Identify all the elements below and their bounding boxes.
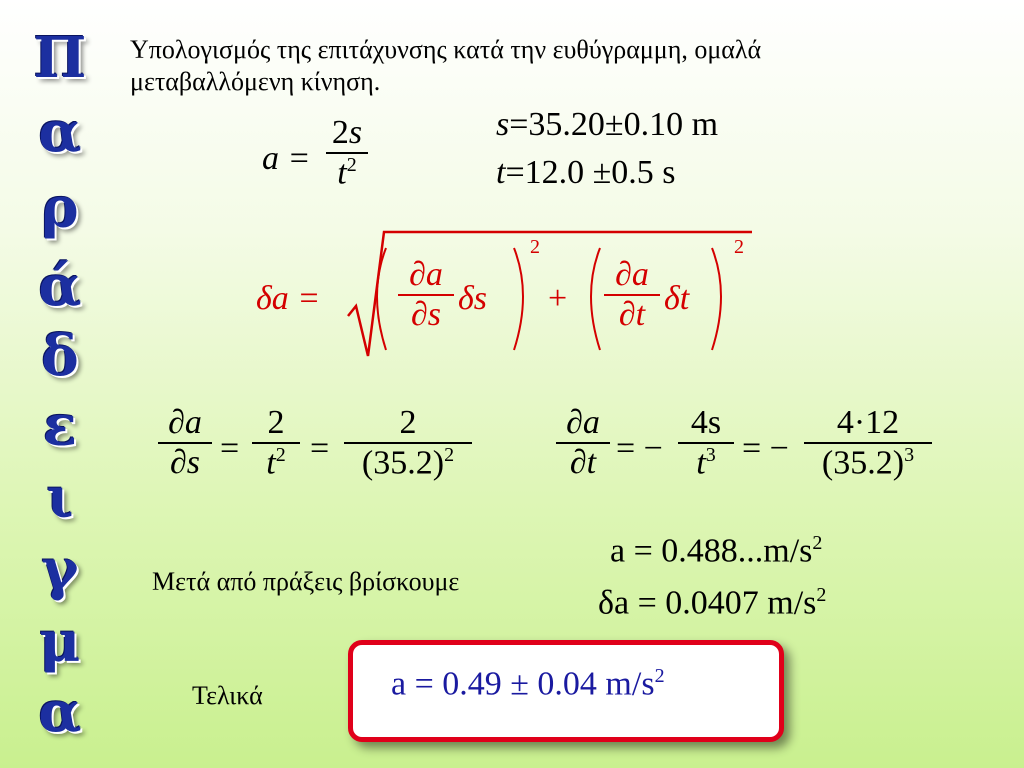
uncertainty-plus: + bbox=[548, 280, 568, 317]
deriv-t-frac3 bbox=[804, 404, 932, 482]
formula-a-fraction bbox=[326, 114, 368, 192]
title-letter-1: Π bbox=[33, 25, 87, 91]
deriv-s-f2-den: t bbox=[266, 444, 276, 482]
deriv-t-f3-num: 4·12 bbox=[836, 404, 900, 441]
given-t bbox=[496, 154, 676, 192]
uncertainty-exp2: 2 bbox=[734, 236, 744, 258]
given-s-val: =35.20±0.10 m bbox=[509, 106, 719, 143]
deriv-t-frac1 bbox=[556, 404, 610, 482]
title-letter-6: ε bbox=[42, 393, 78, 459]
title-letter-7: ι bbox=[46, 465, 74, 531]
intro-line-2: μεταβαλλόμενη κίνηση. bbox=[130, 67, 381, 96]
deriv-t-f2-exp: 3 bbox=[705, 444, 716, 466]
formula-a-num-var: s bbox=[348, 114, 363, 151]
deriv-s-frac3 bbox=[344, 404, 472, 482]
given-s-var: s bbox=[496, 106, 510, 143]
deriv-t-f2-num: 4s bbox=[690, 404, 722, 441]
formula-a-num: 2 bbox=[331, 114, 349, 151]
uncertainty-d2 bbox=[604, 256, 660, 334]
deriv-t-f3-exp: 3 bbox=[904, 444, 915, 466]
deriv-s-num: ∂a bbox=[168, 404, 202, 441]
result-a-exp: 2 bbox=[812, 532, 823, 554]
uncertainty-d1-num: ∂a bbox=[409, 256, 443, 293]
deriv-t-f3-den: (35.2) bbox=[821, 444, 905, 482]
deriv-s-f2-num: 2 bbox=[267, 404, 285, 441]
title-letter-4: ά bbox=[38, 253, 82, 319]
result-a bbox=[610, 532, 822, 570]
formula-a-den-exp: 2 bbox=[346, 154, 357, 176]
deriv-s-f3-exp: 2 bbox=[444, 444, 455, 466]
intro-text bbox=[130, 34, 990, 98]
final-result-box bbox=[348, 640, 784, 742]
uncertainty-d2-den: ∂t bbox=[618, 296, 646, 333]
given-t-var: t bbox=[496, 154, 506, 191]
result-a-line: a = 0.488...m/s bbox=[610, 532, 813, 570]
uncertainty-d2-mult: δt bbox=[664, 280, 690, 317]
final-exp: 2 bbox=[654, 665, 665, 687]
title-letter-9: μ bbox=[39, 609, 81, 675]
deriv-s-den: ∂s bbox=[169, 444, 201, 481]
deriv-s-eq1: = bbox=[220, 430, 240, 467]
uncertainty-d1-mult: δs bbox=[458, 280, 488, 317]
deriv-s-frac2 bbox=[252, 404, 300, 482]
deriv-t-num: ∂a bbox=[566, 404, 600, 441]
deriv-t-den: ∂t bbox=[569, 444, 597, 481]
final-result bbox=[391, 665, 665, 703]
result-da-line: δa = 0.0407 m/s bbox=[598, 584, 817, 622]
final-label: Τελικά bbox=[192, 681, 263, 710]
deriv-t-eq2: = − bbox=[742, 430, 789, 467]
deriv-t-frac2 bbox=[678, 404, 734, 482]
title-letter-10: α bbox=[38, 679, 82, 745]
deriv-s-frac1 bbox=[158, 404, 212, 482]
uncertainty-exp1: 2 bbox=[530, 236, 540, 258]
title-letter-5: δ bbox=[41, 323, 79, 389]
title-letter-3: ρ bbox=[41, 175, 79, 241]
deriv-s-f3-num: 2 bbox=[399, 404, 417, 441]
uncertainty-d1 bbox=[398, 256, 454, 334]
uncertainty-d2-num: ∂a bbox=[615, 256, 649, 293]
title-letter-8: γ bbox=[41, 537, 79, 603]
intro-line-1: Υπολογισμός της επιτάχυνσης κατά την ευθύγραμμη, ομαλά bbox=[130, 35, 762, 64]
given-s bbox=[496, 106, 718, 144]
result-da bbox=[598, 584, 826, 622]
deriv-s-f3-den: (35.2) bbox=[361, 444, 445, 482]
formula-a-lhs: a = bbox=[262, 140, 311, 177]
result-da-exp: 2 bbox=[816, 584, 827, 606]
deriv-t-eq1: = − bbox=[616, 430, 663, 467]
uncertainty-lhs: δa = bbox=[256, 280, 321, 317]
deriv-s-f2-exp: 2 bbox=[275, 444, 286, 466]
given-t-val: =12.0 ±0.5 s bbox=[505, 154, 676, 191]
deriv-t-f2-den: t bbox=[696, 444, 706, 482]
result-text: Μετά από πράξεις βρίσκουμε bbox=[152, 567, 460, 596]
final-value: a = 0.49 ± 0.04 m/s bbox=[391, 665, 655, 703]
title-letter-2: α bbox=[38, 99, 82, 165]
deriv-s-eq2: = bbox=[310, 430, 330, 467]
formula-a-den: t bbox=[337, 154, 347, 192]
uncertainty-d1-den: ∂s bbox=[410, 296, 442, 333]
